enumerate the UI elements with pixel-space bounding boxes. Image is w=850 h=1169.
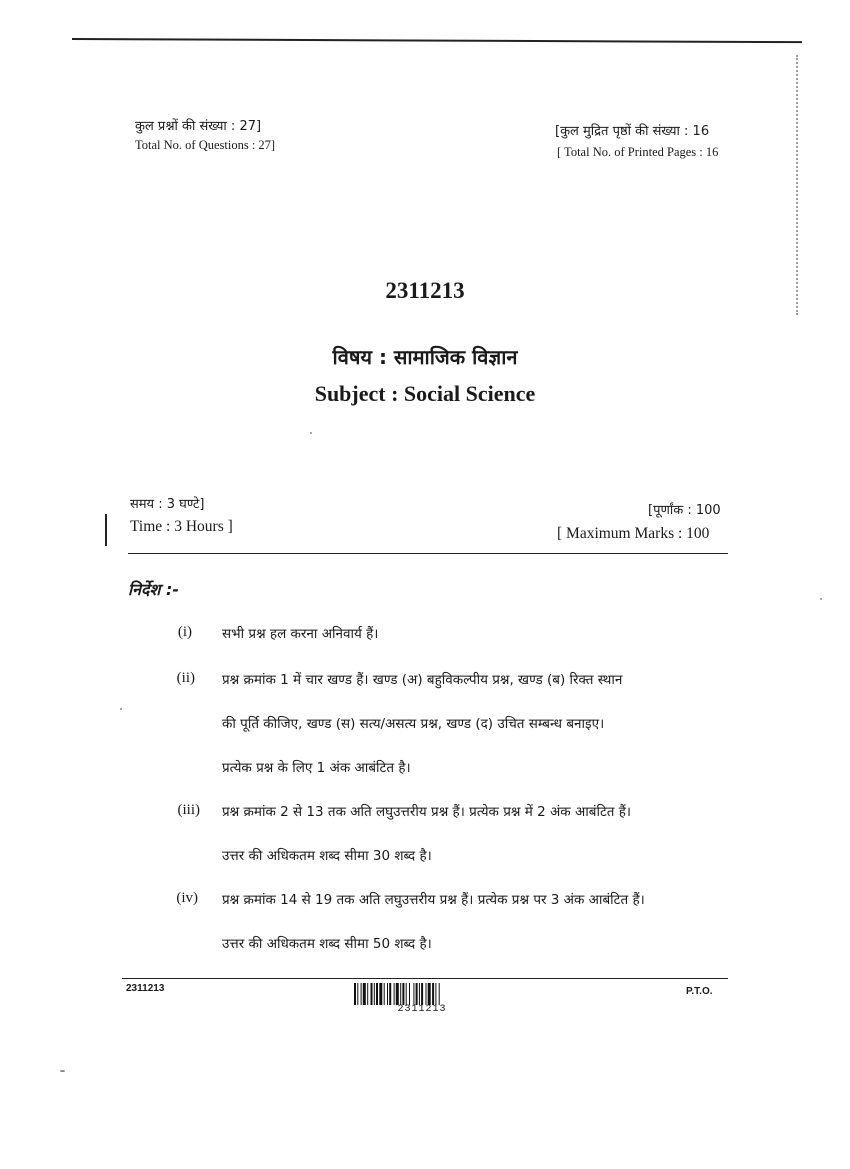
instruction-line: प्रश्न क्रमांक 2 से 13 तक अति लघुउत्तरीय प्रश्न हैं। प्रत्येक प्रश्न में 2 अंक आबंटित हैं। bbox=[222, 804, 632, 820]
instruction-number: (iii) bbox=[177, 802, 200, 818]
printed-pages-english: [ Total No. of Printed Pages : 16 bbox=[557, 145, 719, 159]
barcode-bar bbox=[439, 983, 440, 1005]
paper-code: 2311213 bbox=[385, 278, 465, 303]
barcode-bar bbox=[400, 983, 401, 1005]
barcode-bar bbox=[402, 983, 404, 1005]
barcode-bar bbox=[421, 983, 423, 1005]
scan-speck bbox=[310, 432, 312, 434]
instruction-number: (iv) bbox=[176, 890, 198, 906]
scan-speck bbox=[60, 1070, 65, 1072]
printed-pages-hindi: [कुल मुद्रित पृष्ठों की संख्या : 16 bbox=[555, 124, 710, 139]
barcode-bar bbox=[416, 983, 418, 1005]
pto-label: P.T.O. bbox=[686, 986, 713, 997]
barcode-bar bbox=[363, 983, 366, 1005]
scan-edge-dots bbox=[796, 55, 798, 315]
barcode-bar bbox=[394, 983, 395, 1005]
barcode-bar bbox=[387, 983, 388, 1005]
scan-speck bbox=[820, 598, 822, 600]
barcode bbox=[354, 983, 490, 1005]
barcode-bar bbox=[396, 983, 399, 1005]
instruction-line: प्रश्न क्रमांक 14 से 19 तक अति लघुउत्तरीय प्रश्न हैं। प्रत्येक प्रश्न पर 3 अंक आबंटित हैं। bbox=[222, 892, 645, 908]
barcode-bar bbox=[413, 983, 414, 1005]
barcode-bar bbox=[371, 983, 373, 1005]
scan-speck bbox=[120, 708, 122, 710]
barcode-bar bbox=[357, 983, 358, 1005]
barcode-bar bbox=[379, 983, 382, 1005]
margin-mark bbox=[105, 514, 107, 546]
barcode-bar bbox=[435, 983, 436, 1005]
barcode-bar bbox=[426, 983, 427, 1005]
barcode-number: 2311213 bbox=[397, 1004, 447, 1015]
barcode-bar bbox=[406, 983, 407, 1005]
total-questions-hindi: कुल प्रश्नों की संख्या : 27] bbox=[135, 119, 262, 134]
instruction-line: की पूर्ति कीजिए, खण्ड (स) सत्य/असत्य प्रश्न, खण्ड (द) उचित सम्बन्ध बनाइए। bbox=[222, 716, 605, 732]
instruction-number: (i) bbox=[177, 624, 192, 640]
barcode-bar bbox=[361, 983, 362, 1005]
total-questions-english: Total No. of Questions : 27] bbox=[135, 138, 276, 152]
barcode-bar bbox=[389, 983, 391, 1005]
barcode-bar bbox=[419, 983, 420, 1005]
barcode-bar bbox=[374, 983, 375, 1005]
barcode-bar bbox=[384, 983, 385, 1005]
barcode-bar bbox=[354, 983, 356, 1005]
top-border-line bbox=[72, 38, 802, 43]
max-marks-hindi: [पूर्णांक : 100 bbox=[648, 503, 721, 518]
subject-title-english: Subject : Social Science bbox=[314, 381, 536, 406]
instruction-line: प्रत्येक प्रश्न के लिए 1 अंक आबंटित है। bbox=[222, 760, 411, 776]
barcode-bar bbox=[432, 983, 434, 1005]
barcode-bar bbox=[376, 983, 378, 1005]
max-marks-english: [ Maximum Marks : 100 bbox=[557, 525, 710, 542]
footer-divider bbox=[122, 978, 728, 979]
time-hindi: समय : 3 घण्टे] bbox=[130, 497, 205, 512]
footer-paper-code: 2311213 bbox=[126, 983, 165, 994]
instructions-heading: निर्देश :- bbox=[128, 580, 180, 599]
subject-title-hindi: विषय : सामाजिक विज्ञान bbox=[332, 345, 518, 369]
barcode-bar bbox=[367, 983, 368, 1005]
instruction-line: प्रश्न क्रमांक 1 में चार खण्ड हैं। खण्ड (अ) बहुविकल्पीय प्रश्न, खण्ड (ब) रिक्त स्थान bbox=[222, 672, 623, 688]
instruction-line: उत्तर की अधिकतम शब्द सीमा 30 शब्द है। bbox=[222, 848, 432, 864]
barcode-bar bbox=[428, 983, 431, 1005]
header-divider bbox=[128, 553, 728, 554]
time-english: Time : 3 Hours ] bbox=[130, 518, 233, 535]
instruction-line: उत्तर की अधिकतम शब्द सीमा 50 शब्द है। bbox=[222, 936, 432, 952]
barcode-bar bbox=[409, 983, 410, 1005]
instruction-line: सभी प्रश्न हल करना अनिवार्य हैं। bbox=[222, 626, 379, 642]
instruction-number: (ii) bbox=[176, 670, 195, 686]
